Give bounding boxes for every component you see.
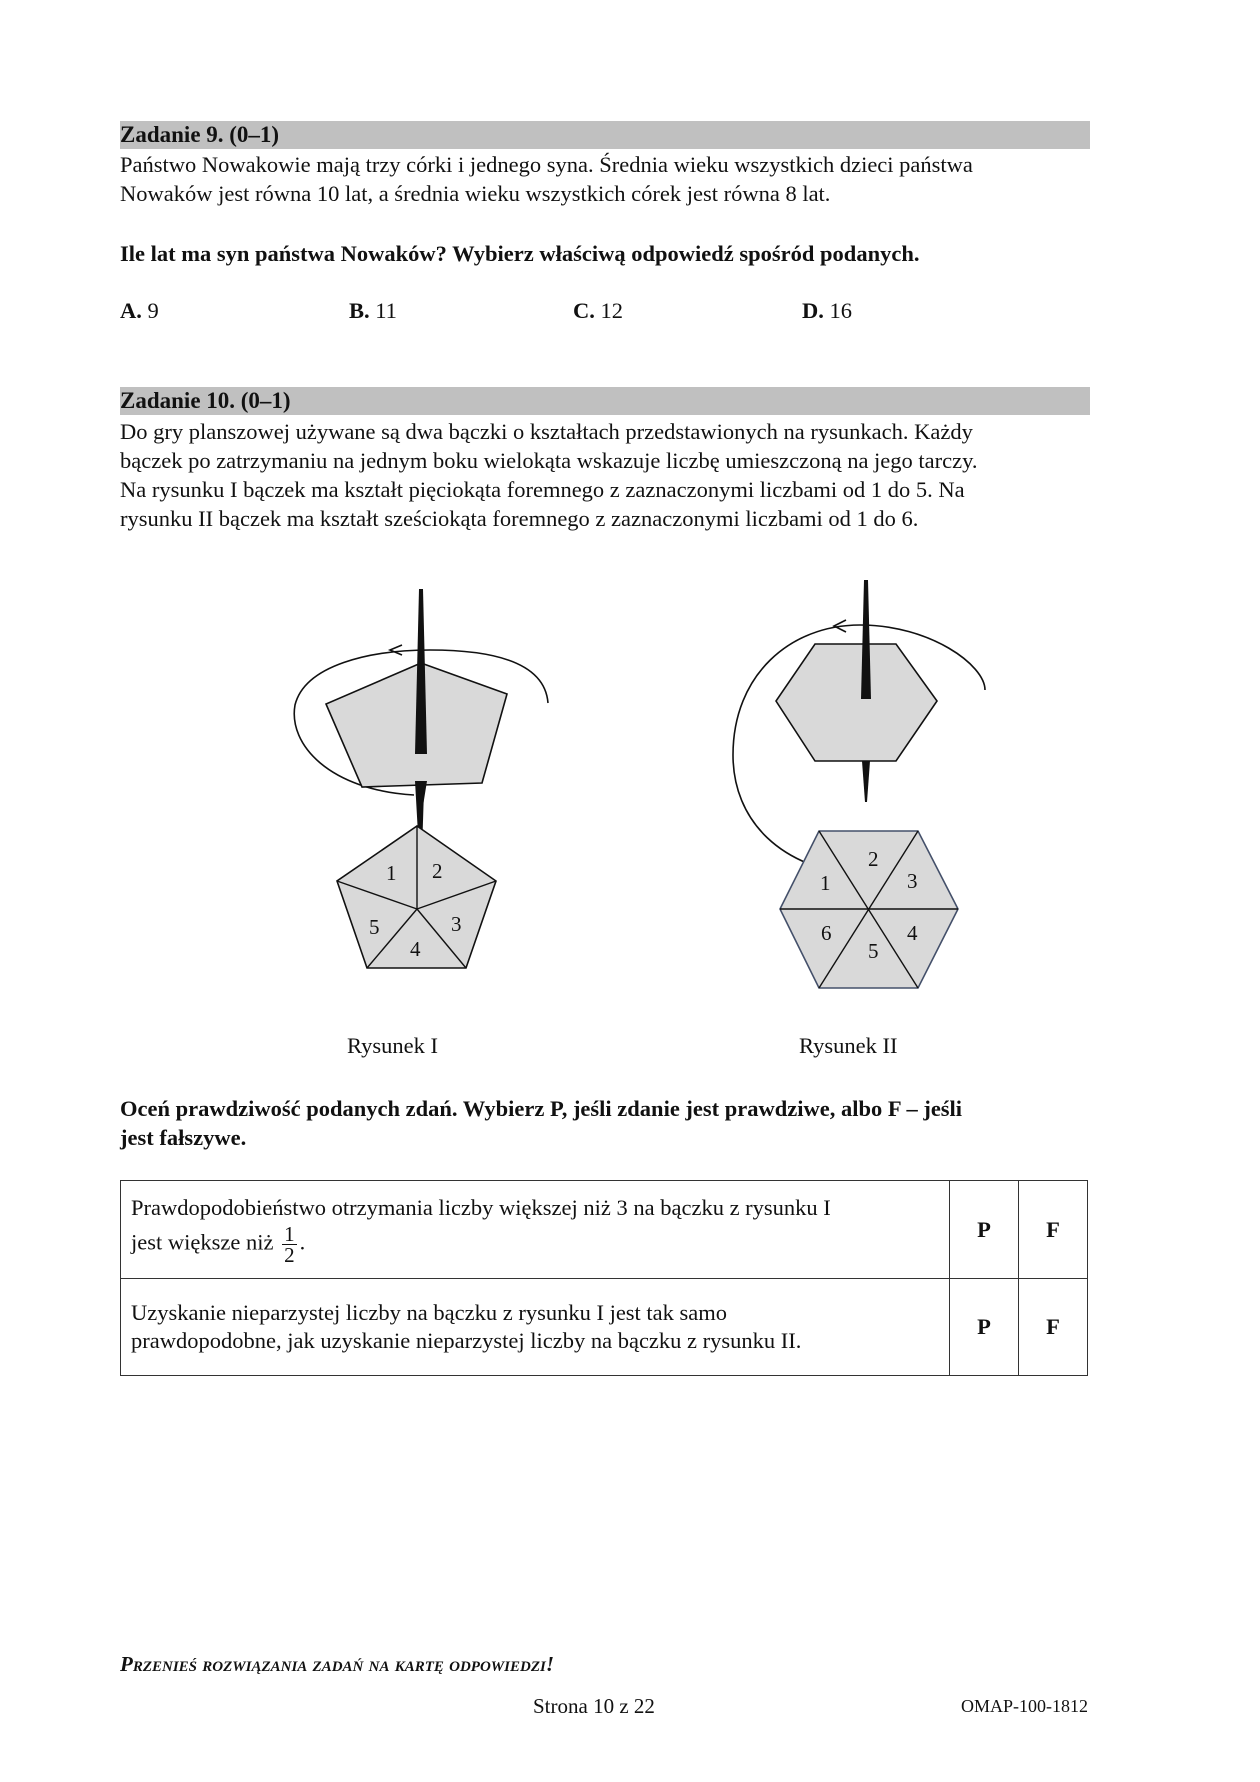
task10-instruction-line-2: jest fałszywe. — [120, 1125, 247, 1150]
footer-note: Przenieś rozwiązania zadań na kartę odpowiedzi! — [120, 1652, 554, 1676]
task10-header-bar — [120, 387, 1090, 415]
hexagon-label-4: 4 — [907, 921, 918, 945]
hexagon-label-2: 2 — [868, 847, 879, 871]
task10-header: Zadanie 10. (0–1) — [120, 388, 291, 413]
task9-question: Ile lat ma syn państwa Nowaków? Wybierz właściwą odpowiedź spośród podanych. — [120, 241, 920, 266]
statement-1-true-option[interactable]: P — [950, 1181, 1019, 1279]
spinning-tops-figure — [0, 560, 1260, 1030]
page-number: Strona 10 z 22 — [533, 1694, 655, 1718]
pentagon-label-1: 1 — [386, 861, 397, 885]
statement-1-line-2: jest większe niż — [131, 1229, 274, 1255]
statement-1: Prawdopodobieństwo otrzymania liczby większej niż 3 na bączku z rysunku I jest większe niż $\frac{1}{2}$ . — [121, 1181, 950, 1279]
pentagon-label-2: 2 — [432, 859, 443, 883]
pentagon-dial-icon — [337, 826, 496, 968]
statement-2 — [121, 1279, 950, 1376]
task10-body-line-1: Do gry planszowej używane są dwa bączki o kształtach przedstawionych na rysunkach. Każdy — [120, 419, 973, 444]
option-value: 12 — [600, 298, 623, 323]
task10-body-line-2: bączek po zatrzymaniu na jednym boku wielokąta wskazuje liczbę umieszczoną na jego tarczy. — [120, 448, 978, 473]
statement-2-true-option[interactable]: P — [950, 1279, 1019, 1376]
option-letter: B. — [349, 298, 370, 323]
figure-caption-1: Rysunek I — [347, 1033, 438, 1058]
option-letter: A. — [120, 298, 142, 323]
statement-2-false-option[interactable]: F — [1019, 1279, 1088, 1376]
task9-body-line-1: Państwo Nowakowie mają trzy córki i jednego syna. Średnia wieku wszystkich dzieci państwa — [120, 152, 973, 177]
statement-1-false-option[interactable]: F — [1019, 1181, 1088, 1279]
hexagon-label-5: 5 — [868, 939, 879, 963]
fraction-one-half: $\frac{1}{2}$ — [284, 1222, 295, 1267]
statement-1-line-1: Prawdopodobieństwo otrzymania liczby większej niż 3 na bączku z rysunku I — [131, 1195, 831, 1220]
pentagon-spinner-icon — [294, 589, 548, 852]
pentagon-label-5: 5 — [369, 915, 380, 939]
task9-header-bar — [120, 121, 1090, 149]
option-value: 9 — [147, 298, 159, 323]
pentagon-label-4: 4 — [410, 937, 421, 961]
option-value: 11 — [375, 298, 397, 323]
hexagon-label-6: 6 — [821, 921, 832, 945]
task9-option-b[interactable] — [349, 298, 397, 324]
task10-body-line-3: Na rysunku I bączek ma kształt pięciokąta foremnego z zaznaczonymi liczbami od 1 do 5. Na — [120, 477, 965, 502]
task9-body-line-2: Nowaków jest równa 10 lat, a średnia wieku wszystkich córek jest równa 8 lat. — [120, 181, 831, 206]
option-letter: D. — [802, 298, 824, 323]
statement-2-line-2: prawdopodobne, jak uzyskanie nieparzystej liczby na bączku z rysunku II. — [131, 1328, 802, 1353]
task10-body-line-4: rysunku II bączek ma kształt sześciokąta foremnego z zaznaczonymi liczbami od 1 do 6. — [120, 506, 919, 531]
pentagon-label-3: 3 — [451, 912, 462, 936]
figure-caption-2: Rysunek II — [799, 1033, 898, 1058]
statement-2-line-1: Uzyskanie nieparzystej liczby na bączku z rysunku I jest tak samo — [131, 1300, 728, 1325]
table-row — [121, 1181, 1088, 1279]
task10-instruction-line-1: Oceń prawdziwość podanych zdań. Wybierz P, jeśli zdanie jest prawdziwe, albo F – jeśli — [120, 1096, 963, 1121]
table-row — [121, 1279, 1088, 1376]
hexagon-dial-icon — [780, 831, 958, 988]
exam-code: OMAP-100-1812 — [960, 1696, 1088, 1716]
option-value: 16 — [829, 298, 852, 323]
true-false-table — [120, 1180, 1088, 1376]
hexagon-label-1: 1 — [820, 871, 831, 895]
hexagon-label-3: 3 — [907, 869, 918, 893]
task9-header: Zadanie 9. (0–1) — [120, 122, 280, 147]
option-letter: C. — [573, 298, 595, 323]
task9-option-d[interactable] — [802, 298, 852, 324]
task9-option-c[interactable] — [573, 298, 623, 324]
task9-option-a[interactable] — [120, 298, 159, 324]
